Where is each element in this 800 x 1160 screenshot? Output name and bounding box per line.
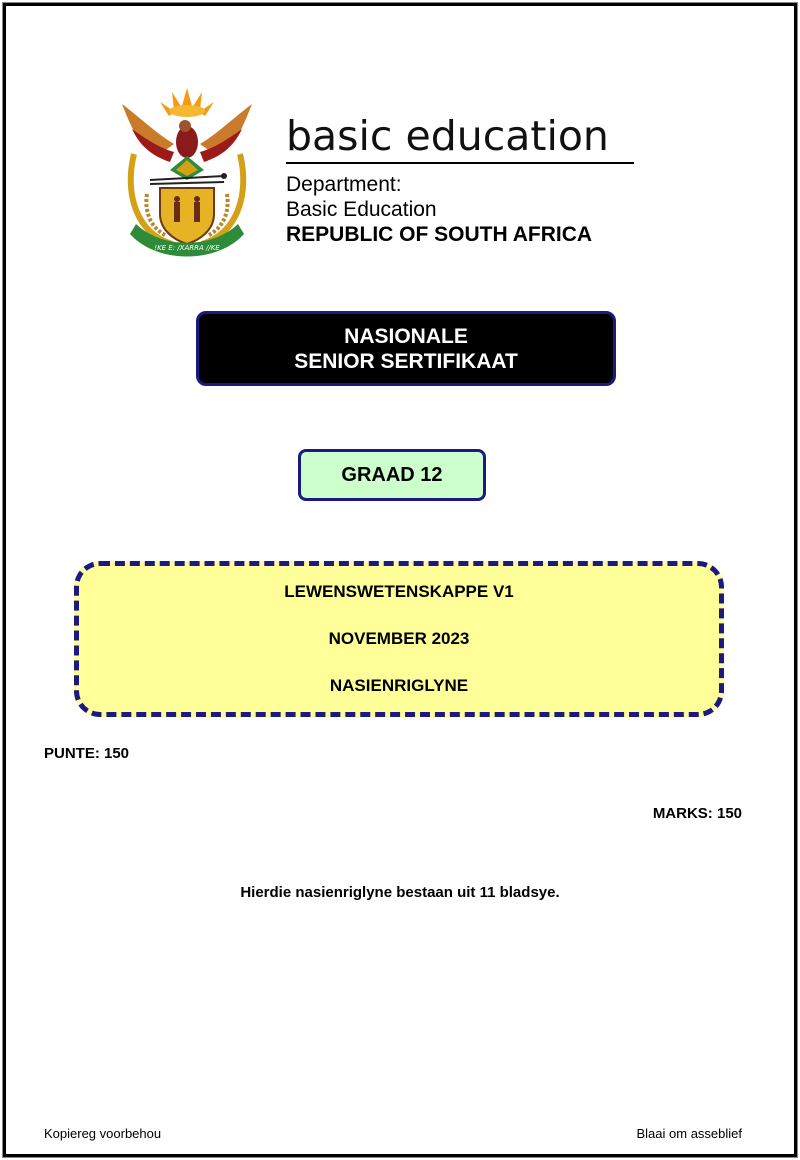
document-type: NASIENRIGLYNE xyxy=(329,676,469,695)
subject-title: LEWENSWETENSKAPPE V1 xyxy=(284,582,514,601)
coat-of-arms-icon xyxy=(112,84,262,262)
department-label: Department: xyxy=(286,173,402,196)
department-branding xyxy=(286,112,636,247)
brand-divider xyxy=(286,162,634,164)
grade-label: GRAAD 12 xyxy=(341,463,443,486)
certificate-banner xyxy=(196,311,616,386)
page-count-note: Hierdie nasienriglyne bestaan uit 11 bladsye. xyxy=(240,884,560,901)
certificate-line-2: SENIOR SERTIFIKAAT xyxy=(294,349,518,373)
exam-session: NOVEMBER 2023 xyxy=(328,629,470,648)
subject-panel xyxy=(74,561,724,717)
footer-turn-page: Blaai om asseblief xyxy=(636,1126,742,1141)
brand-title: basic education xyxy=(286,112,609,160)
department-name: Basic Education xyxy=(286,198,437,221)
footer-copyright: Kopiereg voorbehou xyxy=(44,1126,162,1141)
marks-total: MARKS: 150 xyxy=(652,805,742,822)
motto-text: !KE E: /XARRA //KE xyxy=(154,244,220,252)
certificate-line-1: NASIONALE xyxy=(344,324,468,348)
country-name: REPUBLIC OF SOUTH AFRICA xyxy=(286,223,593,246)
punte-total: PUNTE: 150 xyxy=(44,745,130,762)
grade-badge xyxy=(298,449,486,501)
